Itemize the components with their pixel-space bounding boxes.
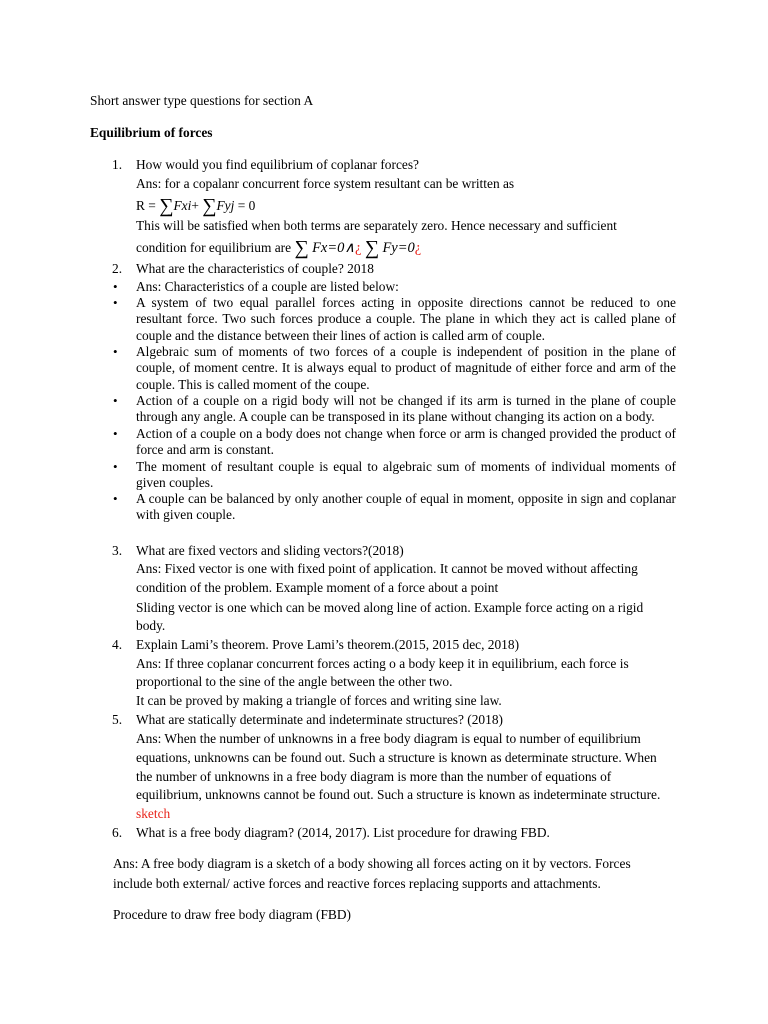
q4-question: Explain Lami’s theorem. Prove Lami’s theorem.(2015, 2015 dec, 2018): [136, 637, 520, 652]
fbd-answer-line-1: include both external/ active forces and reactive forces replacing supports and attachments.: [113, 876, 601, 891]
bullet-icon: •: [113, 344, 118, 359]
q4-line-2: It can be proved by making a triangle of forces and writing sine law.: [136, 693, 502, 708]
q4-number: 4.: [112, 637, 123, 652]
q5-line-3: equilibrium, unknowns cannot be found out. Such a structure is known as indeterminate structure.: [136, 787, 661, 802]
eq-inv-question: ¿: [414, 240, 422, 256]
q1-line4: condition for equilibrium are: [136, 240, 292, 255]
sum-symbol: ∑: [294, 237, 309, 259]
q2-number: 2.: [112, 261, 123, 276]
q2-bullet-1: A system of two equal parallel forces acting in opposite directions cannot be reduced to one resultant force. Two such forces produce a couple. The plane in which they act is called plane of couple and the distance between their lines of action is called arm of couple.: [136, 295, 676, 343]
eq-fxi: Fxi: [173, 198, 192, 213]
q5-line-2: the number of unknowns in a free body diagram is more than the number of equations of: [136, 769, 612, 784]
eq-fx0: Fx=0∧: [312, 240, 356, 256]
q3-line-3: body.: [136, 618, 166, 633]
sum-symbol: ∑: [159, 195, 174, 217]
q1-answer: Ans: for a copalanr concurrent force system resultant can be written as: [136, 176, 515, 191]
q3-question: What are fixed vectors and sliding vectors?(2018): [136, 543, 404, 558]
q2-bullet-3: Action of a couple on a rigid body will not be changed if its arm is turned in the plane of couple through any angle. A couple can be transposed in its plane without changing its action on a body.: [136, 393, 676, 425]
q4-line-1: proportional to the sine of the angle between the other two.: [136, 674, 453, 689]
eq-plus: +: [191, 198, 199, 213]
eq-fyj: Fyj: [216, 198, 235, 213]
q6-number: 6.: [112, 825, 123, 840]
bullet-icon: •: [113, 459, 118, 474]
bullet-icon: •: [113, 279, 118, 294]
section-title: Equilibrium of forces: [90, 125, 213, 140]
q2-bullet-0: Ans: Characteristics of a couple are listed below:: [136, 279, 399, 294]
eq-r-label: R =: [136, 198, 156, 213]
q5-line-1: equations, unknowns can be found out. Such a structure is known as determinate structure. When: [136, 750, 657, 765]
q1-line3: This will be satisfied when both terms are separately zero. Hence necessary and sufficient: [136, 218, 617, 233]
bullet-icon: •: [113, 426, 118, 441]
q5-sketch-note: sketch: [136, 806, 171, 821]
bullet-icon: •: [113, 295, 118, 310]
fbd-answer-line-0: Ans: A free body diagram is a sketch of a body showing all forces acting on it by vectors. Forces: [113, 856, 631, 871]
q3-line-2: Sliding vector is one which can be moved along line of action. Example force acting on a rigid: [136, 600, 644, 615]
q3-line-0: Ans: Fixed vector is one with fixed point of application. It cannot be moved without affecting: [136, 561, 638, 576]
sum-symbol: ∑: [202, 195, 217, 217]
q5-line-0: Ans: When the number of unknowns in a free body diagram is equal to number of equilibrium: [136, 731, 641, 746]
q5-number: 5.: [112, 712, 123, 727]
q2-bullet-4: Action of a couple on a body does not change when force or arm is changed provided the product of force and arm is constant.: [136, 426, 676, 458]
header-text: Short answer type questions for section A: [90, 93, 314, 108]
bullet-icon: •: [113, 491, 118, 506]
q6-question: What is a free body diagram? (2014, 2017). List procedure for drawing FBD.: [136, 825, 550, 840]
bullet-icon: •: [113, 393, 118, 408]
procedure-heading: Procedure to draw free body diagram (FBD): [113, 907, 351, 922]
q2-bullet-5: The moment of resultant couple is equal to algebraic sum of moments of individual moments of given couples.: [136, 459, 676, 491]
q1-condition-line: [136, 237, 422, 259]
eq-fy0: Fy=0: [382, 240, 415, 256]
q3-line-1: condition of the problem. Example moment of a force about a point: [136, 580, 499, 595]
q2-bullet-2: Algebraic sum of moments of two forces of a couple is independent of position in the plane of couple, of moment centre. It is always equal to product of magnitude of either force and arm of the couple. This is called moment of the coupe.: [136, 344, 676, 392]
sum-symbol: ∑: [364, 237, 380, 259]
q4-line-0: Ans: If three coplanar concurrent forces acting o a body keep it in equilibrium, each force is: [136, 656, 629, 671]
q1-question: How would you find equilibrium of coplanar forces?: [136, 157, 419, 172]
q3-number: 3.: [112, 543, 123, 558]
q2-bullet-6: A couple can be balanced by only another couple of equal in moment, opposite in sign and coplanar with given couple.: [136, 491, 676, 523]
eq-zero: = 0: [234, 198, 256, 213]
q1-number: 1.: [112, 157, 123, 172]
q2-question: What are the characteristics of couple? 2018: [136, 261, 374, 276]
eq-inv-question: ¿: [355, 240, 362, 256]
q1-resultant-equation: [136, 195, 256, 217]
q5-question: What are statically determinate and indeterminate structures? (2018): [136, 712, 503, 727]
